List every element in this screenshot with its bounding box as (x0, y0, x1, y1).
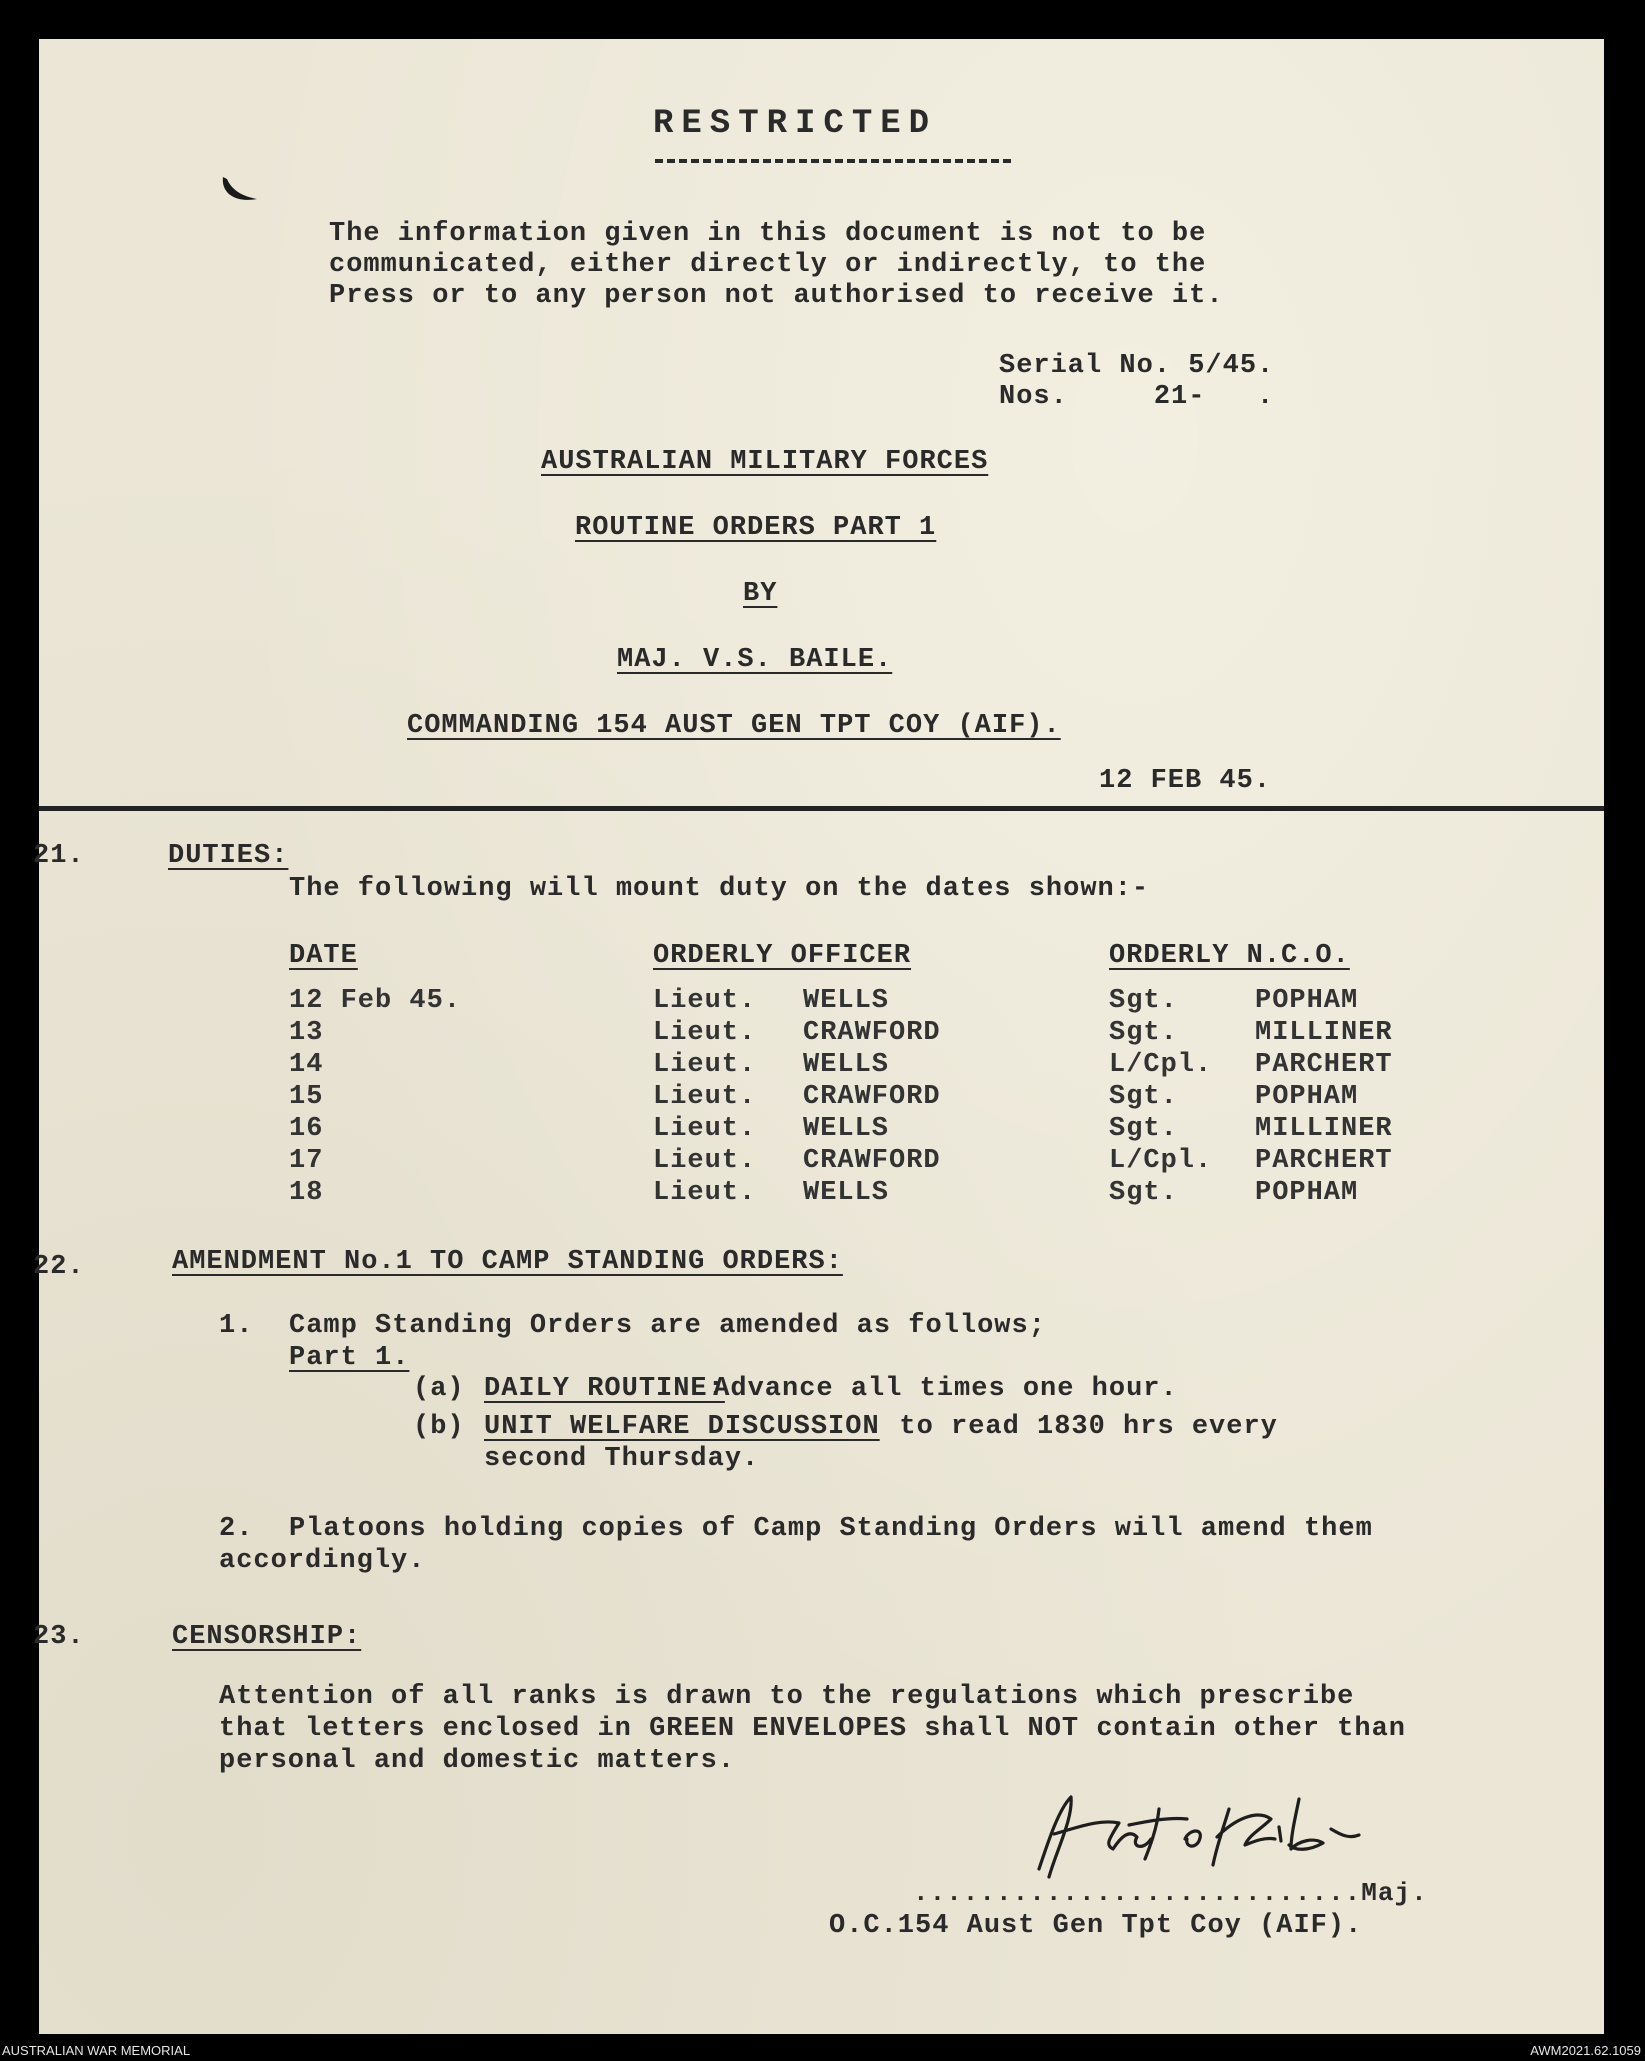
item-b-label: (b) (413, 1412, 465, 1442)
item-b-text-cont: second Thursday. (484, 1444, 760, 1474)
archive-credit: AUSTRALIAN WAR MEMORIAL (2, 2043, 191, 2058)
item-1-number: 1. (219, 1311, 254, 1341)
section-23-heading: CENSORSHIP: (172, 1622, 362, 1652)
item-a-heading: DAILY ROUTINE: (484, 1374, 725, 1404)
item-a-label: (a) (413, 1374, 465, 1404)
officer-rank: Lieut. (653, 1082, 757, 1112)
column-header-date: DATE (289, 941, 358, 971)
nco-rank-column (1109, 985, 1212, 1209)
officer-rank: Lieut. (653, 1178, 757, 1208)
order-date: 12 FEB 45. (1099, 766, 1272, 796)
officer-rank: Lieut. (653, 986, 757, 1016)
censorship-line-2: that letters enclosed in GREEN ENVELOPES shall NOT contain other than (219, 1714, 1406, 1744)
punch-hole-mark (217, 171, 277, 216)
officer-name: WELLS (803, 986, 890, 1016)
classification-heading: RESTRICTED (653, 105, 938, 143)
section-23-number: 23. (33, 1622, 85, 1652)
officer-name: WELLS (803, 1114, 890, 1144)
nco-rank: Sgt. (1109, 1082, 1178, 1112)
duty-date: 15 (289, 1082, 324, 1112)
nco-name: PARCHERT (1255, 1050, 1393, 1080)
officer-rank: Lieut. (653, 1114, 757, 1144)
officer-name: CRAWFORD (803, 1018, 941, 1048)
section-21-heading: DUTIES: (168, 841, 289, 871)
column-header-nco: ORDERLY N.C.O. (1109, 941, 1350, 971)
nco-name: POPHAM (1255, 1178, 1359, 1208)
officer-rank: Lieut. (653, 1146, 757, 1176)
censorship-line-1: Attention of all ranks is drawn to the regulations which prescribe (219, 1682, 1355, 1712)
officer-name-column (803, 985, 941, 1209)
censorship-line-3: personal and domestic matters. (219, 1746, 736, 1776)
officer-name: CRAWFORD (803, 1082, 941, 1112)
nco-name: MILLINER (1255, 1114, 1393, 1144)
duty-date: 17 (289, 1146, 324, 1176)
nco-rank: L/Cpl. (1109, 1146, 1213, 1176)
document-page (33, 39, 1604, 2034)
nco-rank: Sgt. (1109, 1114, 1178, 1144)
duty-date: 18 (289, 1178, 324, 1208)
item-2-number: 2. (219, 1514, 254, 1544)
section-22-number: 22. (33, 1252, 85, 1282)
routine-orders-title: ROUTINE ORDERS PART 1 (575, 513, 937, 543)
warning-line-3: Press or to any person not authorised to receive it. (329, 281, 1224, 311)
warning-line-2: communicated, either directly or indirectly, to the (329, 250, 1207, 280)
handwritten-signature (1009, 1779, 1369, 1894)
section-21-number: 21. (33, 841, 85, 871)
item-2-text: Platoons holding copies of Camp Standing Orders will amend them (289, 1514, 1373, 1544)
officer-name: WELLS (803, 1050, 890, 1080)
officer-rank: Lieut. (653, 1050, 757, 1080)
commander-name: MAJ. V.S. BAILE. (617, 645, 893, 675)
item-a-text: Advance all times one hour. (696, 1374, 1178, 1404)
nco-rank: Sgt. (1109, 1178, 1178, 1208)
by-line: BY (743, 579, 778, 609)
serial-number: Serial No. 5/45. (999, 351, 1275, 381)
order-numbers: Nos. 21- . (999, 382, 1275, 412)
officer-rank-column (653, 985, 756, 1209)
section-21-intro: The following will mount duty on the dates shown:- (289, 874, 1150, 904)
column-header-officer: ORDERLY OFFICER (653, 941, 912, 971)
officer-rank: Lieut. (653, 1018, 757, 1048)
classification-underline (655, 159, 1011, 163)
signature-line: ...........................Maj. (913, 1878, 1428, 1908)
archive-reference: AWM2021.62.1059 (1530, 2043, 1641, 2058)
nco-rank: L/Cpl. (1109, 1050, 1213, 1080)
item-b-heading: UNIT WELFARE DISCUSSION (484, 1412, 880, 1442)
officer-name: CRAWFORD (803, 1146, 941, 1176)
nco-name: POPHAM (1255, 1082, 1359, 1112)
duty-date: 13 (289, 1018, 324, 1048)
commanding-unit: COMMANDING 154 AUST GEN TPT COY (AIF). (407, 711, 1061, 741)
warning-line-1: The information given in this document is not to be (329, 219, 1207, 249)
nco-name-column (1255, 985, 1393, 1209)
item-1-text: Camp Standing Orders are amended as follows; (289, 1311, 1046, 1341)
nco-name: POPHAM (1255, 986, 1359, 1016)
signatory-title: O.C.154 Aust Gen Tpt Coy (AIF). (829, 1911, 1363, 1941)
forces-title: AUSTRALIAN MILITARY FORCES (541, 447, 989, 477)
nco-name: MILLINER (1255, 1018, 1393, 1048)
part-label: Part 1. (289, 1343, 410, 1373)
item-b-text: to read 1830 hrs every (865, 1412, 1278, 1442)
nco-rank: Sgt. (1109, 1018, 1178, 1048)
nco-name: PARCHERT (1255, 1146, 1393, 1176)
duty-dates-column (289, 985, 461, 1209)
duty-date: 14 (289, 1050, 324, 1080)
duty-date: 12 Feb 45. (289, 986, 462, 1016)
duty-date: 16 (289, 1114, 324, 1144)
nco-rank: Sgt. (1109, 986, 1178, 1016)
header-divider (39, 806, 1604, 811)
item-2-text-cont: accordingly. (219, 1546, 426, 1576)
officer-name: WELLS (803, 1178, 890, 1208)
section-22-heading: AMENDMENT No.1 TO CAMP STANDING ORDERS: (172, 1247, 843, 1277)
